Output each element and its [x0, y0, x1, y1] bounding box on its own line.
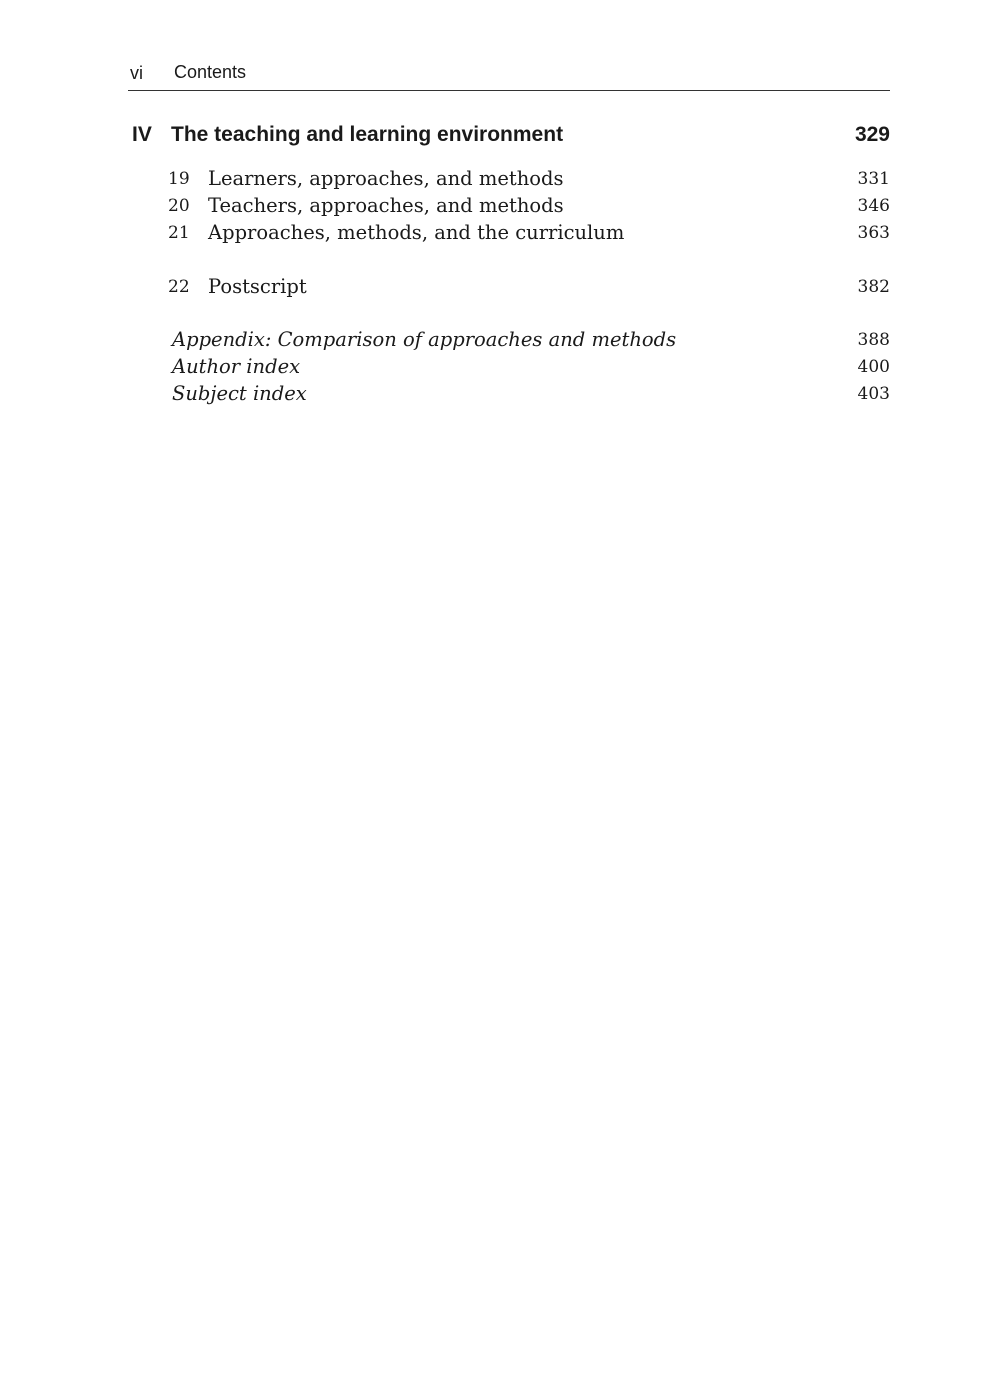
toc-entry-chapter-20	[128, 193, 890, 219]
back-matter-page: 400	[857, 357, 890, 377]
chapter-page: 363	[857, 223, 890, 243]
toc-entry-chapter-19	[128, 166, 890, 192]
back-matter-title: Appendix: Comparison of approaches and methods	[172, 328, 677, 351]
chapter-title: Postscript	[208, 275, 307, 298]
part-heading	[128, 122, 890, 150]
back-matter-page: 403	[857, 384, 890, 404]
toc-entry-subject-index	[128, 381, 890, 407]
chapter-number: 22	[168, 277, 190, 297]
chapter-number: 19	[168, 169, 190, 189]
back-matter-page: 388	[857, 330, 890, 350]
part-numeral: IV	[132, 123, 152, 146]
chapter-title: Learners, approaches, and methods	[208, 167, 564, 190]
toc-entry-author-index	[128, 354, 890, 380]
toc-entry-appendix	[128, 327, 890, 353]
toc-entry-chapter-22	[128, 274, 890, 300]
chapter-page: 331	[857, 169, 890, 189]
part-page: 329	[854, 123, 890, 146]
chapter-page: 346	[857, 196, 890, 216]
running-title: Contents	[174, 62, 247, 82]
chapter-title: Approaches, methods, and the curriculum	[208, 221, 625, 244]
page-header	[128, 60, 890, 91]
toc-entry-chapter-21	[128, 220, 890, 246]
chapter-title: Teachers, approaches, and methods	[208, 194, 564, 217]
chapter-number: 20	[168, 196, 190, 216]
chapter-number: 21	[168, 223, 190, 243]
page-number: vi	[130, 63, 143, 83]
back-matter-title: Subject index	[172, 382, 307, 405]
part-title: The teaching and learning environment	[171, 123, 564, 146]
back-matter-title: Author index	[172, 355, 301, 378]
chapter-page: 382	[857, 277, 890, 297]
